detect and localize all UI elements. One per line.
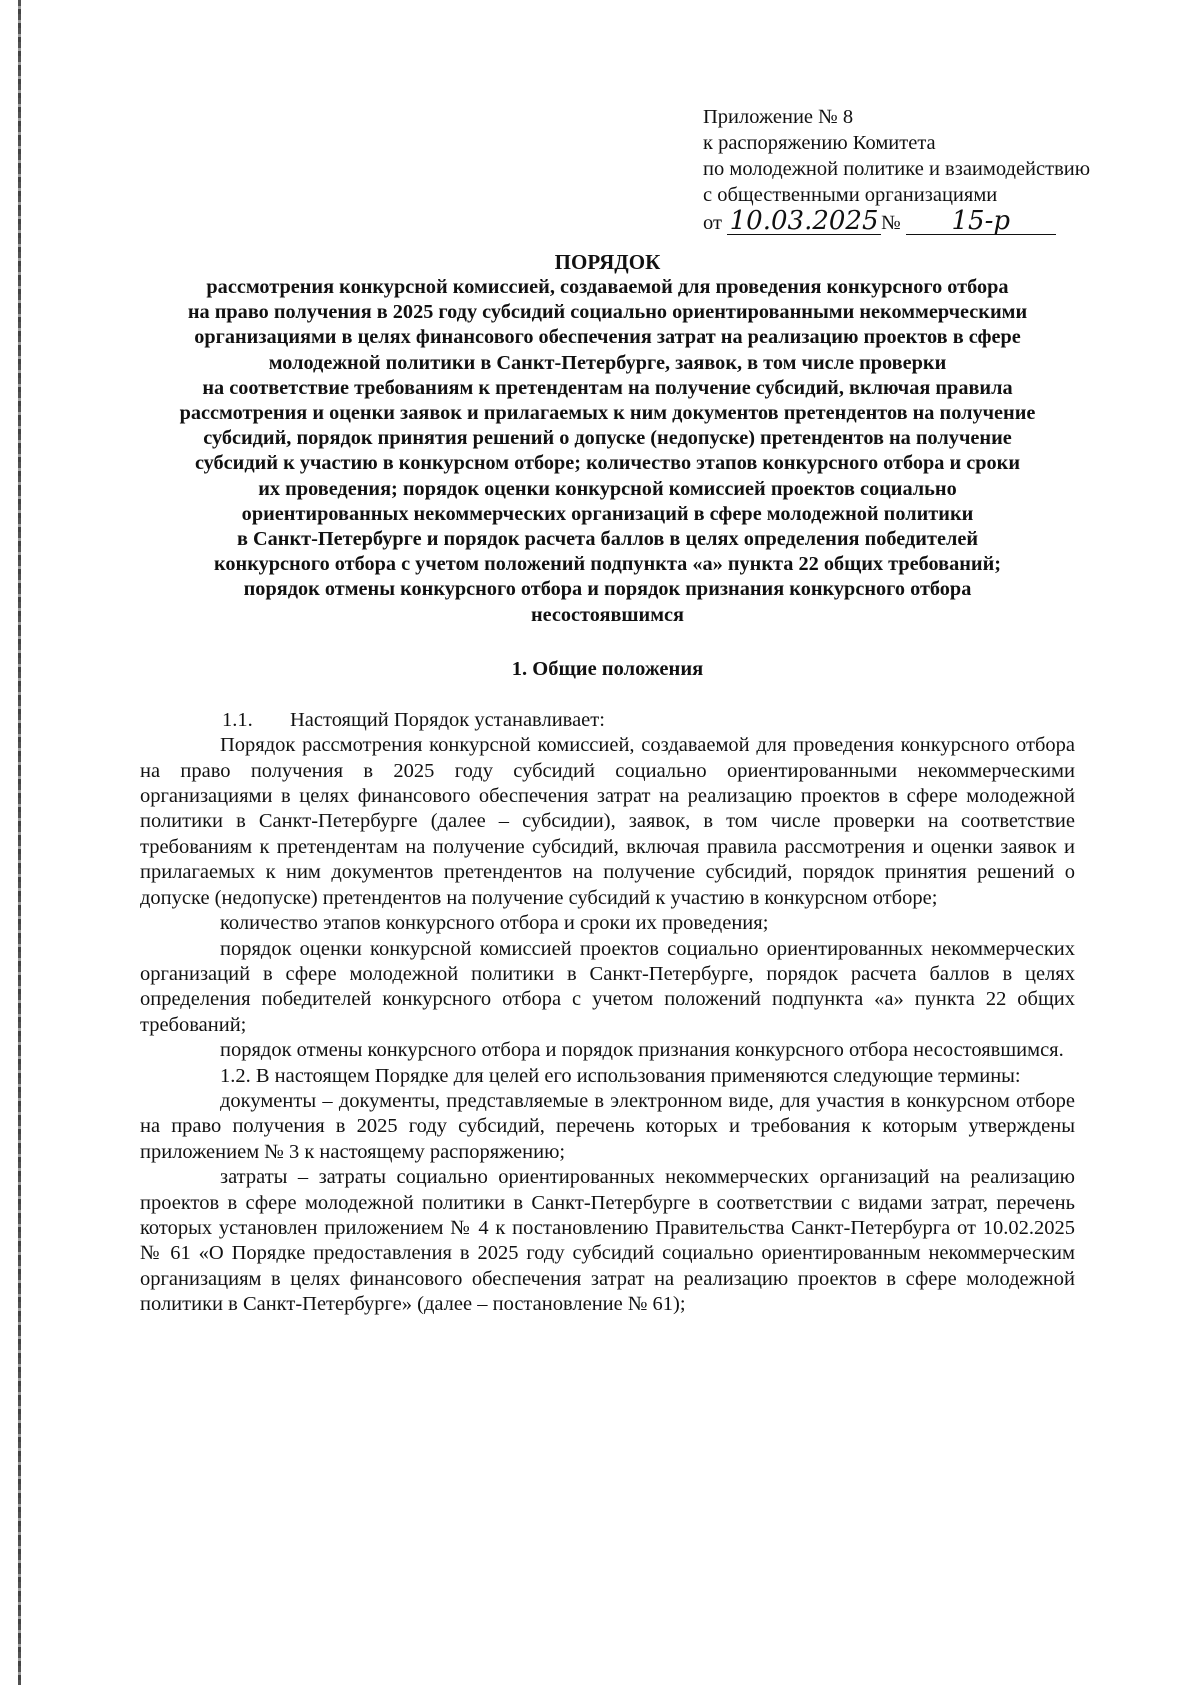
document-title: ПОРЯДОК: [554, 250, 661, 274]
number-label: №: [881, 212, 901, 234]
document-body: [140, 708, 1075, 1318]
appendix-block: [703, 104, 1123, 236]
paragraph-cancel: порядок отмены конкурсного отбора и порядок признания конкурсного отбора несостоявшимся.: [220, 1039, 1064, 1062]
appendix-line-2: к распоряжению Комитета: [703, 132, 936, 154]
paragraph-documents: документы – документы, представляемые в электронном виде, для участия в конкурсном отборе на право получения в 2025 году субсидий, перечень которых и требования к которым утверждены приложением № 3 к настоящему распоряжению;: [140, 1089, 1075, 1163]
from-label: от: [703, 212, 722, 234]
appendix-date-line: [703, 208, 1123, 236]
paragraph-1-1: [222, 708, 1075, 733]
paragraph-number: 1.1.: [222, 708, 253, 731]
scan-edge: [18, 0, 21, 1685]
paragraph-stages: количество этапов конкурсного отбора и сроки их проведения;: [220, 912, 769, 935]
appendix-line-3: по молодежной политике и взаимодействию: [703, 158, 1091, 180]
paragraph-1-2: 1.2. В настоящем Порядке для целей его использования применяются следующие термины:: [220, 1064, 1021, 1087]
appendix-line-4: с общественными организациями: [703, 184, 998, 206]
paragraph-order: Порядок рассмотрения конкурсной комиссией, создаваемой для проведения конкурсного отбора на право получения в 2025 году субсидий социально ориентированными некоммерческими организациями в целях финансового обеспечения затрат на реализацию проектов в сфере молодежной политики в Санкт-Петербурге (далее – субсидии), заявок, в том числе проверки на соответствие требованиям к претендентам на получение субсидий, включая правила рассмотрения и оценки заявок и прилагаемых к ним документов претендентов на получение субсидий, порядок принятия решений о допуске (недопуске) претендентов на получение субсидий к участию в конкурсном отборе;: [140, 734, 1075, 909]
document-page: [140, 104, 1091, 1318]
section-heading: 1. Общие положения: [511, 657, 704, 680]
paragraph-costs: затраты – затраты социально ориентированных некоммерческих организаций на реализацию проектов в сфере молодежной политики в Санкт-Петербурге в соответствии с видами затрат, перечень которых установлен приложением № 4 к постановлению Правительства Санкт-Петербурга от 10.02.2025 № 61 «О Порядке предоставления в 2025 году субсидий социально ориентированным некоммерческим организациям в целях финансового обеспечения затрат на реализацию проектов в сфере молодежной политики в Санкт-Петербурге» (далее – постановление № 61);: [140, 1166, 1075, 1316]
paragraph-evaluation: порядок оценки конкурсной комиссией проектов социально ориентированных некоммерческих организаций в сфере молодежной политики в Санкт-Петербурге, порядок расчета баллов в целях определения победителей конкурсного отбора с учетом положений подпункта «а» пункта 22 общих требований;: [140, 937, 1075, 1036]
paragraph-text: Настоящий Порядок устанавливает:: [290, 708, 605, 731]
document-subtitle: рассмотрения конкурсной комиссией, создаваемой для проведения конкурсного отбора на право получения в 2025 году субсидий социально ориентированными некоммерческими организациями в целях финансового обеспечения затрат на реализацию проектов в сфере молодежной политики в Санкт-Петербурге, заявок, в том числе проверки на соответствие требованиям к претендентам на получение субсидий, включая правила рассмотрения и оценки заявок и прилагаемых к ним документов претендентов на получение субсидий, порядок принятия решений о допуске (недопуске) претендентов на получение субсидий к участию в конкурсном отборе; количество этапов конкурсного отбора и сроки их проведения; порядок оценки конкурсной комиссией проектов социально ориентированных некоммерческих организаций в сфере молодежной политики в Санкт-Петербурге и порядок расчета баллов в целях определения победителей конкурсного отбора с учетом положений подпункта «а» пункта 22 общих требований; порядок отмены конкурсного отбора и порядок признания конкурсного отбора несостоявшимся: [179, 276, 1036, 626]
handwritten-date: 10.03.2025: [727, 208, 881, 235]
handwritten-number: 15-р: [906, 208, 1056, 235]
appendix-line-1: Приложение № 8: [703, 106, 854, 128]
